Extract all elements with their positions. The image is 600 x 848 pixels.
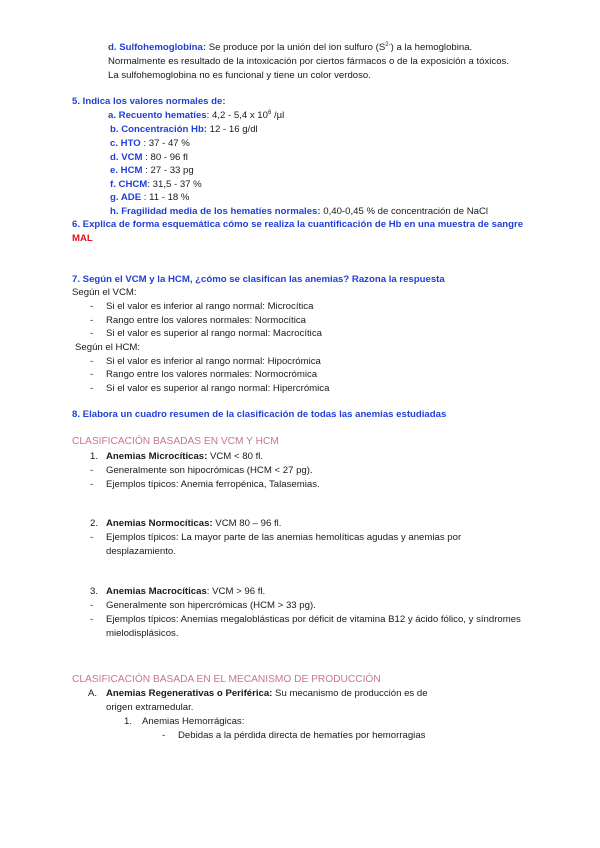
q7-vcm-item-3: Si el valor es superior al rango normal: Macrocítica xyxy=(106,328,322,339)
dash-marker: - xyxy=(90,479,94,490)
q5-item-e xyxy=(110,165,194,177)
sec2-a-text-2: origen extramedular. xyxy=(106,702,194,713)
q5-item-e-value: : 27 - 33 pg xyxy=(142,165,194,176)
sulfo-label: d. Sulfohemoglobina: xyxy=(108,42,207,53)
q5-item-g-value: : 11 - 18 % xyxy=(141,192,190,203)
q5-item-a-post: /µl xyxy=(271,110,285,121)
micro-label: Anemias Microcíticas: xyxy=(106,451,208,462)
dash-marker: - xyxy=(90,532,94,543)
q6-title: 6. Explica de forma esquemática cómo se realiza la cuantificación de Hb en una muestra de sangre xyxy=(72,219,524,230)
q5-item-h-label: h. Fragilidad media de los hematíes normales: xyxy=(110,206,321,217)
dash-marker: - xyxy=(90,600,94,611)
sulfo-text-a: Se produce por la unión del ion sulfuro (S xyxy=(208,42,386,53)
micro-value: VCM < 80 fl. xyxy=(207,451,264,462)
dash-marker: - xyxy=(90,328,94,339)
normo-bullet-1a: Ejemplos típicos: La mayor parte de las anemias hemolíticas agudas y anemias por xyxy=(106,532,462,543)
q7-vcm-head: Según el VCM: xyxy=(72,287,137,298)
q5-item-e-label: e. HCM xyxy=(110,165,143,176)
q7-vcm-item-1: Si el valor es inferior al rango normal: Microcítica xyxy=(106,301,314,312)
q5-item-c-label: c. HTO xyxy=(110,138,141,149)
q5-item-a-pre: : 4,2 - 5,4 x 10 xyxy=(206,110,268,121)
macro-bullet-1: Generalmente son hipercrómicas (HCM > 33 pg). xyxy=(106,600,316,611)
normo-label: Anemias Normocíticas: xyxy=(106,518,213,529)
dash-marker: - xyxy=(90,383,94,394)
normo-num: 2. xyxy=(90,518,99,529)
dash-marker: - xyxy=(90,614,94,625)
micro-line xyxy=(106,451,263,463)
q5-item-f xyxy=(110,179,202,191)
q5-item-b-label: b. Concentración Hb: xyxy=(110,124,208,135)
q5-item-d-value: : 80 - 96 fl xyxy=(142,152,188,163)
q7-title: 7. Según el VCM y la HCM, ¿cómo se clasifican las anemias? Razona la respuesta xyxy=(72,274,445,285)
sulfo-line-1 xyxy=(108,42,472,54)
q7-hcm-item-3: Si el valor es superior al rango normal: Hipercrómica xyxy=(106,383,330,394)
q5-item-a-label: a. Recuento hematíes xyxy=(108,110,207,121)
sec2-sub-label: Anemias Hemorrágicas: xyxy=(142,716,245,727)
q7-hcm-item-2: Rango entre los valores normales: Normocrómica xyxy=(106,369,318,380)
q8-title: 8. Elabora un cuadro resumen de la clasificación de todas las anemias estudiadas xyxy=(72,409,447,420)
dash-marker: - xyxy=(90,465,94,476)
sulfo-line-2: Normalmente es resultado de la intoxicación por ciertos fármacos o de la exposición a tóxicos. xyxy=(108,56,510,67)
q7-vcm-item-2: Rango entre los valores normales: Normocítica xyxy=(106,315,306,326)
sec2-a-line xyxy=(106,688,428,700)
q5-item-a-sup: 6 xyxy=(267,109,272,116)
section-heading-mecanismo: CLASIFICACIÓN BASADA EN EL MECANISMO DE PRODUCCIÓN xyxy=(72,674,381,685)
macro-bullet-2b: mielodisplásicos. xyxy=(106,628,179,639)
q5-item-g xyxy=(110,192,189,204)
q5-item-c-value: : 37 - 47 % xyxy=(140,138,190,149)
q5-item-d-label: d. VCM xyxy=(110,152,143,163)
q5-item-h xyxy=(110,206,488,218)
sec2-sub-bullet: Debidas a la pérdida directa de hematíes por hemorragias xyxy=(178,730,426,741)
sec2-a-label: Anemias Regenerativas o Periférica: xyxy=(106,688,273,699)
q5-item-a xyxy=(108,110,284,122)
normo-bullet-1b: desplazamiento. xyxy=(106,546,176,557)
q5-item-f-label: f. CHCM xyxy=(110,179,148,190)
sec2-a-text: Su mecanismo de producción es de xyxy=(272,688,428,699)
micro-num: 1. xyxy=(90,451,99,462)
sulfo-text-b: ) a la hemoglobina. xyxy=(390,42,473,53)
dash-marker: - xyxy=(90,301,94,312)
macro-num: 3. xyxy=(90,586,99,597)
dash-marker: - xyxy=(90,369,94,380)
q5-item-c xyxy=(110,138,190,150)
macro-label: Anemias Macrocíticas xyxy=(106,586,207,597)
normo-line xyxy=(106,518,281,530)
section-heading-vcm-hcm: CLASIFICACIÓN BASADAS EN VCM Y HCM xyxy=(72,436,279,447)
sec2-sub-num: 1. xyxy=(124,716,133,727)
q7-hcm-head: Según el HCM: xyxy=(75,342,141,353)
sulfo-line-3: La sulfohemoglobina no es funcional y tiene un color verdoso. xyxy=(108,70,371,81)
sulfo-sup: 2- xyxy=(385,41,391,48)
q5-title: 5. Indica los valores normales de: xyxy=(72,96,226,107)
sec2-a-letter: A. xyxy=(88,688,98,699)
q5-item-b-value: 12 - 16 g/dl xyxy=(207,124,258,135)
dash-marker: - xyxy=(162,730,166,741)
q5-item-h-value: 0,40-0,45 % de concentración de NaCl xyxy=(320,206,489,217)
macro-value: : VCM > 96 fl. xyxy=(206,586,266,597)
macro-line xyxy=(106,586,265,598)
dash-marker: - xyxy=(90,315,94,326)
q5-item-g-label: g. ADE xyxy=(110,192,142,203)
q5-item-d xyxy=(110,152,188,164)
dash-marker: - xyxy=(90,356,94,367)
micro-bullet-1: Generalmente son hipocrómicas (HCM < 27 pg). xyxy=(106,465,313,476)
q6-mark: MAL xyxy=(72,233,93,244)
q5-item-b xyxy=(110,124,258,136)
micro-bullet-2: Ejemplos típicos: Anemia ferropénica, Talasemias. xyxy=(106,479,320,490)
normo-value: VCM 80 – 96 fl. xyxy=(212,518,282,529)
macro-bullet-2a: Ejemplos típicos: Anemias megaloblásticas por déficit de vitamina B12 y ácido fólico, y síndromes xyxy=(106,614,521,625)
q5-item-f-value: : 31,5 - 37 % xyxy=(147,179,202,190)
q7-hcm-item-1: Si el valor es inferior al rango normal: Hipocrómica xyxy=(106,356,321,367)
